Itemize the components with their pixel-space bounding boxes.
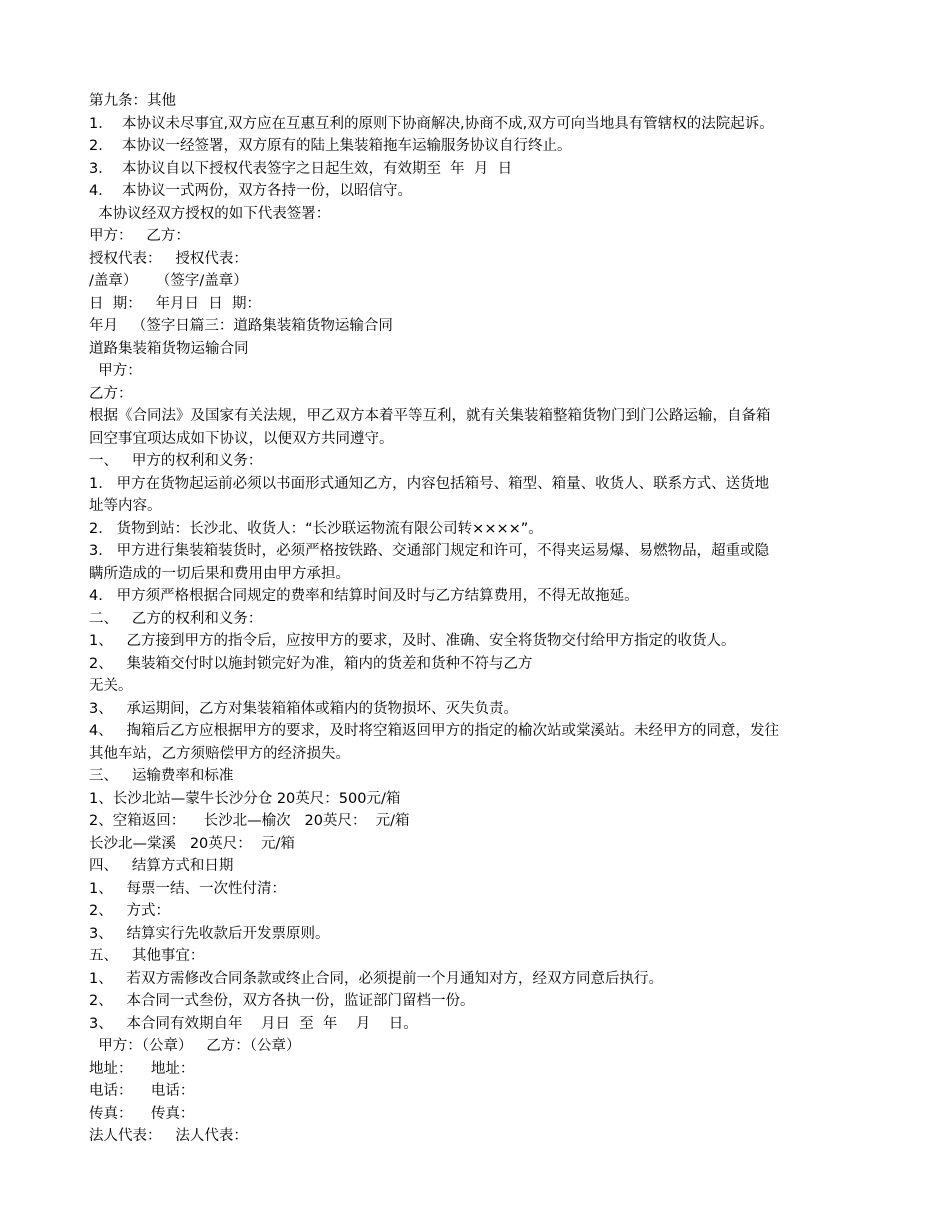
text-line: 一、 甲方的权利和义务： [89,453,263,469]
text-line: 瞒所造成的一切后果和费用由甲方承担。 [89,565,350,582]
text-line: 1、 乙方接到甲方的指令后，应按甲方的要求，及时、准确、安全将货物交付给甲方指定的收货人。 [89,633,736,649]
text-line: 1. 甲方在货物起运前必须以书面形式通知乙方，内容包括箱号、箱型、箱量、收货人、联系方式、送货地 [89,475,770,492]
text-line: 甲方： [89,363,142,379]
text-line: 4. 甲方须严格根据合同规定的费率和结算时间及时与乙方结算费用，不得无故拖延。 [89,588,639,604]
text-line: 4． 本协议一式两份，双方各持一份，以昭信守。 [89,183,412,199]
text-line: 3、 结算实行先收款后开发票原则。 [89,925,330,942]
text-line: 2． 本协议一经签署，双方原有的陆上集装箱拖车运输服务协议自行终止。 [89,138,572,154]
text-line: 四、 结算方式和日期 [89,858,234,874]
text-line: 回空事宜项达成如下协议，以便双方共同遵守。 [89,430,394,447]
text-line: 2、 集装箱交付时以施封锁完好为准，箱内的货差和货种不符与乙方 [89,655,533,672]
text-line: 址等内容。 [89,498,162,514]
text-line: 2. 货物到站：长沙北、收货人：“长沙联运物流有限公司转××××”。 [89,520,543,537]
text-line: 3、 本合同有效期自年 月日 至 年 月 日。 [89,1015,418,1032]
text-line: 道路集装箱货物运输合同 [89,340,249,357]
text-line: 2、空箱返回： 长沙北—榆次 20英尺： 元/箱 [89,813,410,829]
text-line: 地址： 地址： [89,1060,195,1077]
text-line: 2、 方式： [89,903,171,919]
text-line: 电话： 电话： [89,1083,195,1099]
text-line: 3. 甲方进行集装箱装货时，必须严格按铁路、交通部门规定和许可，不得夹运易爆、易燃物品，超重或隐 [89,543,770,559]
text-line: 乙方： [89,385,133,402]
text-line: 1、长沙北站—蒙牛长沙分仓 20英尺：500元/箱 [89,790,401,807]
text-line: 日 期： 年月日 日 期： [89,295,261,312]
text-line: 3． 本协议自以下授权代表签字之日起生效，有效期至 年 月 日 [89,160,513,177]
text-line: 1． 本协议未尽事宜,双方应在互惠互利的原则下协商解决,协商不成,双方可向当地具有管辖权的法院起诉。 [89,115,774,132]
text-line: 授权代表： 授权代表： [89,250,248,267]
text-line: 甲方：（公章） 乙方：（公章） [89,1038,301,1054]
text-line: 4、 掏箱后乙方应根据甲方的要求，及时将空箱返回甲方的指定的榆次站或棠溪站。未经甲方的同意，发往 [89,723,780,739]
text-line: 传真： 传真： [89,1105,195,1122]
text-line: 五、 其他事宜： [89,948,205,964]
text-line: 3、 承运期间，乙方对集装箱箱体或箱内的货物损坏、灭失负责。 [89,700,519,717]
text-line: 二、 乙方的权利和义务： [89,610,263,627]
text-line: 本协议经双方授权的如下代表签署： [89,205,331,222]
text-line: 三、 运输费率和标准 [89,768,234,784]
text-line: 1、 若双方需修改合同条款或终止合同，必须提前一个月通知对方，经双方同意后执行。 [89,970,664,987]
text-line: 2、 本合同一式叁份，双方各执一份，监证部门留档一份。 [89,993,475,1009]
text-line: /盖章） （签字/盖章） [89,273,248,289]
text-line: 长沙北—棠溪 20英尺： 元/箱 [89,835,295,852]
text-line: 1、 每票一结、一次性付清： [89,880,287,897]
text-line: 第九条：其他 [89,93,176,109]
text-line: 法人代表： 法人代表： [89,1128,248,1144]
text-line: 根据《合同法》及国家有关法规，甲乙双方本着平等互利，就有关集装箱整箱货物门到门公路运输，自备箱 [89,408,771,424]
contract-text [89,90,880,1148]
text-line: 年月 （签字日篇三：道路集装箱货物运输合同 [89,318,393,334]
text-line: 甲方： 乙方： [89,228,190,244]
text-line: 无关。 [89,678,133,694]
text-line: 其他车站，乙方须赔偿甲方的经济损失。 [89,745,350,762]
